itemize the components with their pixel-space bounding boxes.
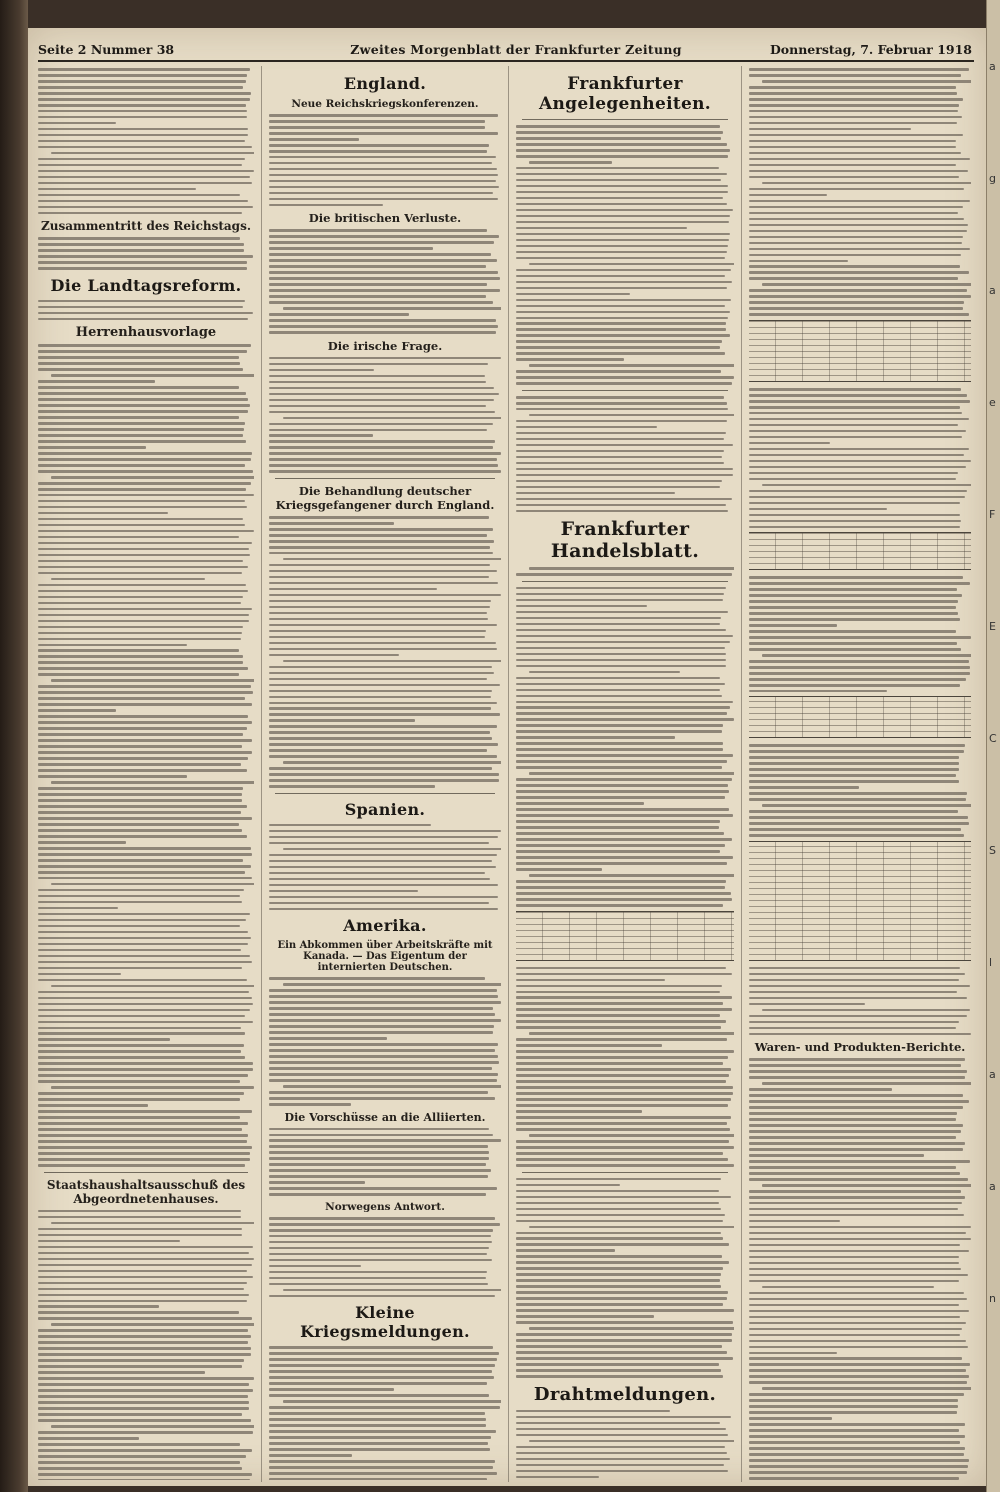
book-spine: [0, 0, 28, 1492]
text-lines: [749, 576, 971, 692]
text-lines: [749, 744, 971, 836]
subheading-irische-frage: Die irische Frage.: [327, 338, 443, 353]
edge-fragment: a: [989, 1180, 996, 1193]
subheading-abkommen-kanada: Ein Abkommen über Arbeitskräfte mit Kanada. — Das Eigentum der internierten Deutschen.: [277, 940, 493, 974]
edge-fragment: F: [989, 508, 996, 521]
heading-landtagsreform: Die Landtagsreform.: [50, 275, 242, 295]
edge-fragment: l: [989, 956, 993, 969]
data-table: [516, 911, 734, 961]
subheading-norwegens-antwort: Norwegens Antwort.: [325, 1200, 445, 1213]
edge-fragment: e: [989, 396, 996, 409]
column-rule: [261, 66, 262, 1482]
text-lines: [38, 1210, 254, 1480]
column-2: [269, 68, 501, 1480]
column-1: [38, 68, 254, 1480]
column-4: [749, 68, 971, 1480]
text-lines: [269, 114, 501, 206]
text-lines: [516, 587, 734, 907]
data-table: [749, 696, 971, 738]
text-lines: [38, 237, 254, 270]
edge-fragment: E: [989, 620, 996, 633]
text-lines: [749, 388, 971, 528]
text-lines: [516, 567, 734, 576]
text-lines: [269, 516, 501, 788]
heading-spanien: Spanien.: [344, 799, 426, 819]
issue-date: Donnerstag, 7. Februar 1918: [769, 42, 972, 57]
text-lines: [38, 68, 254, 214]
masthead: Zweites Morgenblatt der Frankfurter Zeitung: [350, 42, 682, 57]
column-3: [516, 68, 734, 1480]
edge-fragment: a: [989, 60, 996, 73]
section-divider: [44, 1172, 248, 1173]
heading-england: England.: [343, 74, 427, 93]
text-lines: [516, 1178, 734, 1378]
column-rule: [508, 66, 509, 1482]
text-lines: [749, 1058, 971, 1480]
column-rule: [741, 66, 742, 1482]
section-divider: [522, 390, 728, 391]
section-divider: [522, 1172, 728, 1173]
facing-page-edge: [986, 0, 1000, 1492]
text-lines: [269, 977, 501, 1105]
subheading-reichskriegskonferenzen: Neue Reichskriegskonferenzen.: [291, 98, 479, 110]
text-lines: [749, 967, 971, 1035]
edge-fragment: g: [989, 172, 996, 185]
edge-fragment: C: [989, 732, 997, 745]
edge-fragment: a: [989, 284, 996, 297]
text-lines: [269, 1346, 501, 1480]
heading-waren-produkten-berichte: Waren- und Produkten-Berichte.: [754, 1040, 966, 1055]
section-divider: [275, 478, 495, 479]
text-lines: [269, 824, 501, 910]
text-lines: [269, 1217, 501, 1297]
subheading-kriegsgefangene: Die Behandlung deutscher Kriegsgefangener durch England.: [275, 483, 495, 512]
heading-staatshaushaltsausschuss: Staatshaushaltsausschuß des Abgeordnetenhauses.: [46, 1177, 246, 1206]
section-divider: [275, 793, 495, 794]
text-lines: [269, 357, 501, 473]
text-lines: [38, 300, 254, 321]
text-lines: [516, 967, 734, 1167]
edge-fragment: n: [989, 1292, 996, 1305]
data-table: [749, 532, 971, 570]
subheading-vorschuesse: Die Vorschüsse an die Alliierten.: [284, 1110, 486, 1124]
text-lines: [38, 344, 254, 1166]
heading-frankfurter-handelsblatt: Frankfurter Handelsblatt.: [550, 518, 700, 563]
heading-amerika: Amerika.: [343, 916, 427, 936]
heading-drahtmeldungen: Drahtmeldungen.: [533, 1383, 717, 1405]
section-divider: [522, 581, 728, 582]
page-header: [38, 40, 972, 60]
edge-fragment: S: [989, 844, 996, 857]
text-lines: [269, 1128, 501, 1196]
heading-herrenhausvorlage: Herrenhausvorlage: [75, 325, 217, 341]
header-rule: [38, 60, 974, 62]
subheading-britische-verluste: Die britischen Verluste.: [308, 211, 462, 226]
heading-zusammentritt: Zusammentritt des Reichstags.: [40, 219, 251, 234]
text-lines: [269, 229, 501, 333]
text-lines: [516, 396, 734, 512]
text-lines: [516, 1410, 734, 1480]
section-divider: [522, 119, 728, 120]
heading-frankfurter-angelegenheiten: Frankfurter Angelegenheiten.: [539, 74, 711, 114]
text-lines: [749, 68, 971, 316]
page-number: Seite 2 Nummer 38: [38, 42, 175, 57]
text-lines: [516, 125, 734, 385]
edge-fragment: a: [989, 1068, 996, 1081]
newspaper-page: [28, 28, 986, 1486]
data-table: [749, 841, 971, 961]
heading-kleine-kriegsmeldungen: Kleine Kriegsmeldungen.: [300, 1303, 470, 1342]
data-table: [749, 320, 971, 382]
